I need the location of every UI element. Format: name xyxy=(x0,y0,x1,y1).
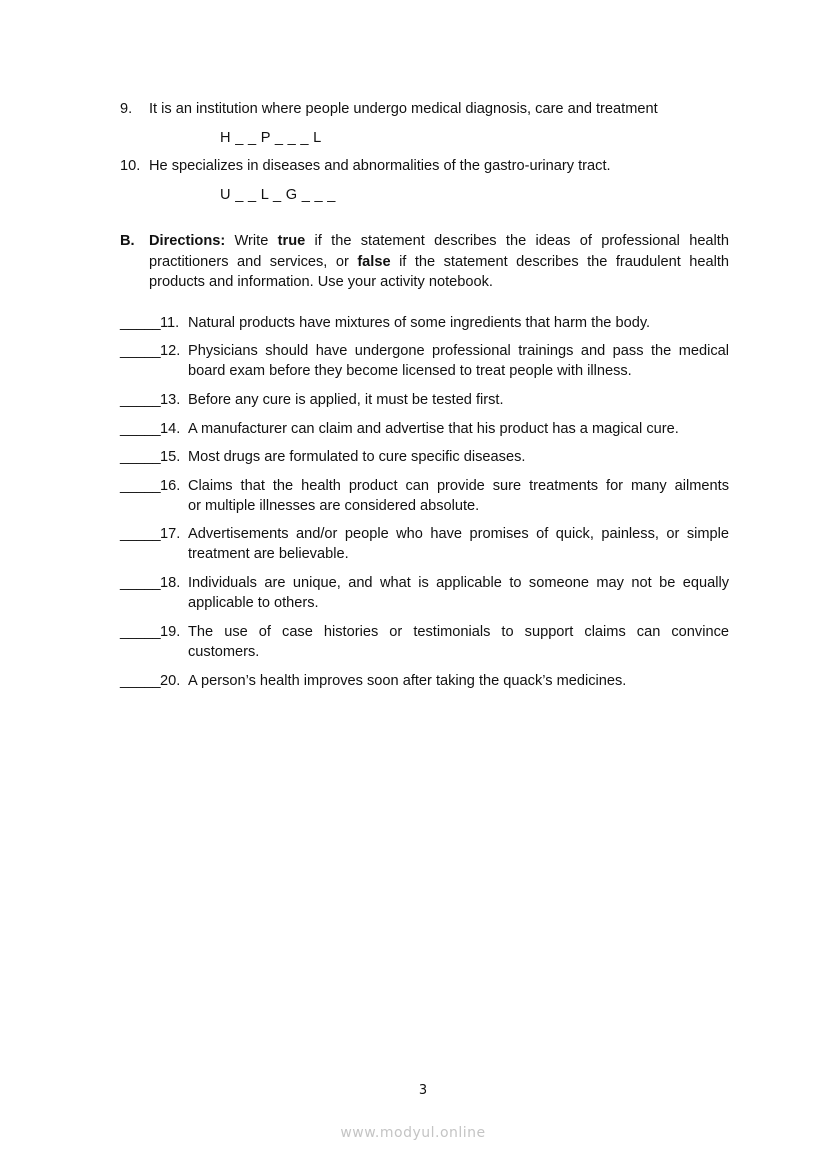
word-hint: H _ _ P _ _ _ L xyxy=(220,130,322,146)
answer-blank[interactable]: _____ xyxy=(120,421,161,437)
section-label: B. xyxy=(120,233,135,249)
list-item xyxy=(120,313,729,333)
list-item xyxy=(120,341,729,381)
answer-blank[interactable]: _____ xyxy=(120,449,161,465)
item-text: Natural products have mixtures of some ingredients that harm the body. xyxy=(188,315,651,331)
page-number: 3 xyxy=(418,1083,428,1098)
item-text: Advertisements and/or people who have promises of quick, painless, or simple xyxy=(188,526,729,542)
item-number: 14. xyxy=(160,421,181,437)
item-text-continued: board exam before they become licensed to treat people with illness. xyxy=(188,363,632,379)
question-text: It is an institution where people undergo medical diagnosis, care and treatment xyxy=(149,101,658,117)
item-text: Most drugs are formulated to cure specific diseases. xyxy=(188,449,526,465)
item-text: Before any cure is applied, it must be tested first. xyxy=(188,392,504,408)
list-item xyxy=(120,524,729,564)
directions-text: if the statement describes the ideas of professional health practitioners and services, or xyxy=(149,233,729,270)
question-number: 9. xyxy=(120,101,133,117)
watermark: www.modyul.online xyxy=(340,1125,486,1141)
list-item xyxy=(120,447,729,467)
item-number: 18. xyxy=(160,575,181,591)
item-text: A person’s health improves soon after taking the quack’s medicines. xyxy=(188,673,627,689)
list-item xyxy=(120,476,729,516)
item-text-continued: treatment are believable. xyxy=(188,546,349,562)
item-number: 13. xyxy=(160,392,181,408)
directions-text: if the statement describes the fraudulent health products and information. Use your activity notebook. xyxy=(149,253,729,290)
answer-blank[interactable]: _____ xyxy=(120,624,161,640)
item-number: 12. xyxy=(160,343,181,359)
item-number: 11. xyxy=(160,315,180,331)
item-text: Physicians should have undergone professional trainings and pass the medical xyxy=(188,343,729,359)
question-text: He specializes in diseases and abnormalities of the gastro-urinary tract. xyxy=(149,158,611,174)
item-text: The use of case histories or testimonials to support claims can convince xyxy=(188,624,729,640)
false-word: false xyxy=(357,253,391,270)
item-number: 15. xyxy=(160,449,181,465)
item-text: A manufacturer can claim and advertise that his product has a magical cure. xyxy=(188,421,679,437)
directions-text: Write xyxy=(234,233,269,249)
part-b-directions xyxy=(120,231,729,293)
item-number: 20. xyxy=(160,673,181,689)
item-text: Individuals are unique, and what is applicable to someone may not be equally xyxy=(188,575,729,591)
answer-blank[interactable]: _____ xyxy=(120,673,161,689)
answer-blank[interactable]: _____ xyxy=(120,343,161,359)
item-text-continued: or multiple illnesses are considered absolute. xyxy=(188,498,480,514)
answer-blank[interactable]: _____ xyxy=(120,478,161,494)
item-text-continued: applicable to others. xyxy=(188,595,319,611)
question-number: 10. xyxy=(120,158,141,174)
list-item xyxy=(120,573,729,613)
list-item xyxy=(120,671,729,691)
answer-blank[interactable]: _____ xyxy=(120,315,161,331)
directions-label: Directions: xyxy=(149,233,226,249)
item-text: Claims that the health product can provide sure treatments for many ailments xyxy=(188,478,729,494)
item-number: 19. xyxy=(160,624,181,640)
answer-blank[interactable]: _____ xyxy=(120,392,161,408)
item-text-continued: customers. xyxy=(188,644,260,660)
list-item xyxy=(120,419,729,439)
item-number: 16. xyxy=(160,478,181,494)
word-hint: U _ _ L _ G _ _ _ xyxy=(220,187,336,203)
list-item xyxy=(120,622,729,662)
answer-blank[interactable]: _____ xyxy=(120,575,161,591)
item-number: 17. xyxy=(160,526,181,542)
list-item xyxy=(120,390,729,410)
answer-blank[interactable]: _____ xyxy=(120,526,161,542)
true-word: true xyxy=(277,233,306,249)
